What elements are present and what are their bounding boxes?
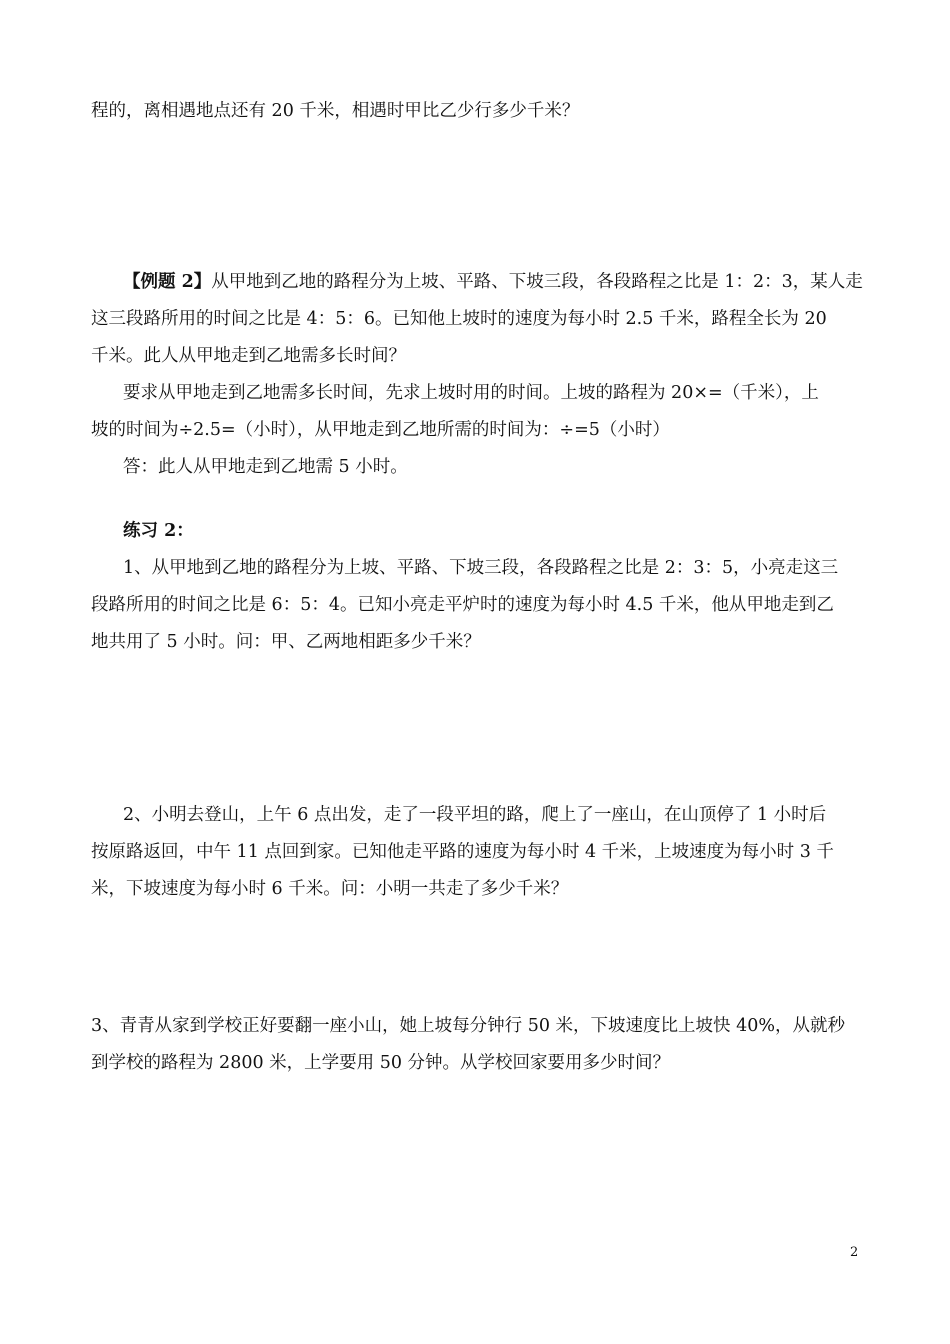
practice2-q2-line-2: 按原路返回，中午 11 点回到家。已知他走平路的速度为每小时 4 千米，上坡速度为每小时 3 千	[91, 842, 834, 862]
example2-text: 从甲地到乙地的路程分为上坡、平路、下坡三段，各段路程之比是 1：2：3，某人走	[211, 272, 863, 292]
example2-line-1	[123, 270, 863, 294]
practice2-q1-line-3: 地共用了 5 小时。问：甲、乙两地相距多少千米？	[91, 632, 481, 652]
practice2-q2-line-1: 2、小明去登山，上午 6 点出发，走了一段平坦的路，爬上了一座山，在山顶停了 1 小时后	[123, 805, 827, 825]
page-number: 2	[850, 1245, 859, 1260]
intro-tail-line: 程的，离相遇地点还有 20 千米，相遇时甲比乙少行多少千米？	[91, 101, 580, 121]
answer-line: 答：此人从甲地走到乙地需 5 小时。	[123, 457, 408, 477]
practice2-q3-line-1: 3、青青从家到学校正好要翻一座小山，她上坡每分钟行 50 米，下坡速度比上坡快 40%，从就秒	[91, 1016, 845, 1036]
example2-line-2: 这三段路所用的时间之比是 4：5：6。已知他上坡时的速度为每小时 2.5 千米，路程全长为 20	[91, 309, 827, 329]
example2-line-3: 千米。此人从甲地走到乙地需多长时间？	[91, 346, 406, 366]
practice2-q1-line-2: 段路所用的时间之比是 6：5：4。已知小亮走平炉时的速度为每小时 4.5 千米，他从甲地走到乙	[91, 595, 834, 615]
practice2-q3-line-2: 到学校的路程为 2800 米，上学要用 50 分钟。从学校回家要用多少时间？	[91, 1053, 671, 1073]
solution-line-1: 要求从甲地走到乙地需多长时间，先求上坡时用的时间。上坡的路程为 20×=（千米），上	[123, 383, 819, 403]
practice2-title: 练习 2：	[123, 521, 194, 541]
practice2-q2-line-3: 米，下坡速度为每小时 6 千米。问：小明一共走了多少千米？	[91, 879, 569, 899]
practice2-q1-line-1: 1、从甲地到乙地的路程分为上坡、平路、下坡三段，各段路程之比是 2：3：5，小亮走这三	[123, 558, 839, 578]
solution-line-2: 坡的时间为÷2.5=（小时），从甲地走到乙地所需的时间为：÷=5（小时）	[91, 420, 670, 440]
example2-label: 【例题 2】	[123, 272, 212, 292]
